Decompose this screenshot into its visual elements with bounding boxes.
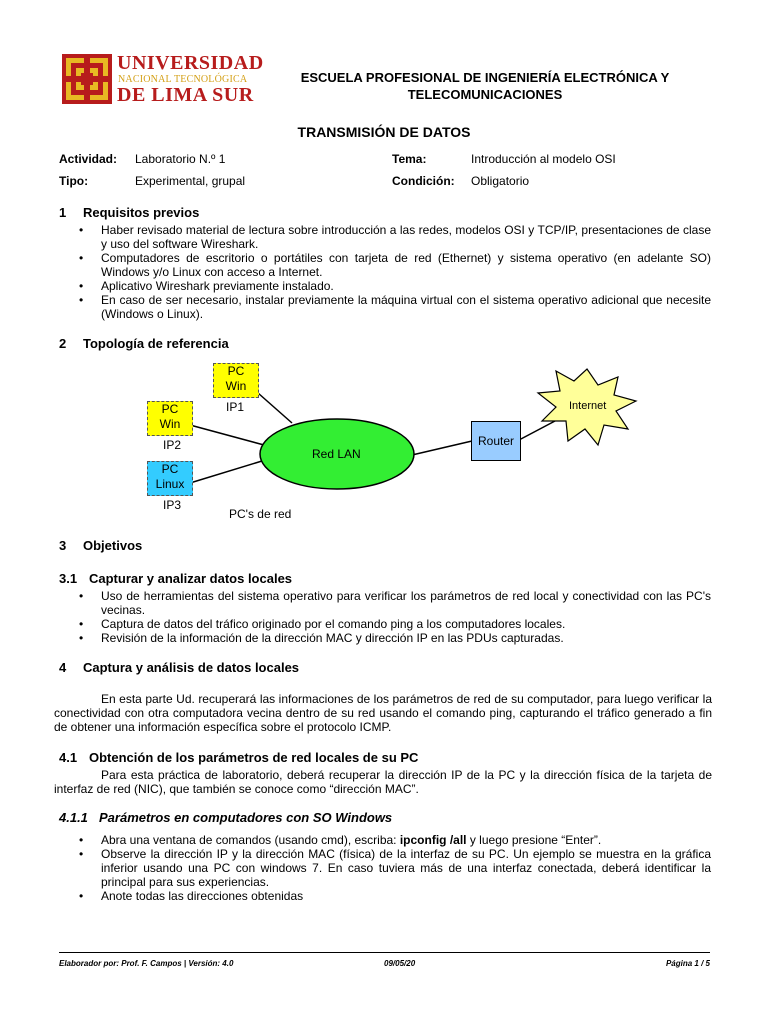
section-title: Parámetros en computadores con SO Windows <box>99 810 393 825</box>
list-item: • Computadores de escritorio o portátiles con tarjeta de red (Ethernet) y sistema operativo (en adelante SO) Windows y/o Linux con acceso a Internet. <box>101 251 711 279</box>
topology-diagram <box>0 355 768 525</box>
section-number: 4 <box>59 660 67 675</box>
section-number: 1 <box>59 205 67 220</box>
section-title: Requisitos previos <box>83 205 200 220</box>
link-pc1-lan <box>258 393 292 423</box>
tipo-value: Experimental, grupal <box>135 174 246 188</box>
section-4-1-heading <box>59 750 418 765</box>
pc1-box <box>213 363 259 398</box>
section-number: 3.1 <box>59 571 78 586</box>
list-item: • Anote todas las direcciones obtenidas <box>101 889 711 903</box>
pc2-line1: PC <box>161 402 179 416</box>
section-number: 4.1.1 <box>59 810 88 825</box>
list-item: • Revisión de la información de la dirección MAC y dirección IP en las PDUs capturadas. <box>101 631 711 645</box>
step-1-pre: Abra una ventana de comandos (usando cmd), escriba: <box>101 833 400 847</box>
requirements-list <box>101 223 711 321</box>
tema-label: Tema: <box>392 152 427 166</box>
school-line-1: ESCUELA PROFESIONAL DE INGENIERÍA ELECTRÓNICA Y <box>300 70 670 85</box>
section-2-heading <box>59 336 229 351</box>
list-item: • Captura de datos del tráfico originado por el comando ping a los computadores locales. <box>101 617 711 631</box>
pc2-line2: Win <box>159 417 181 431</box>
condicion-label: Condición: <box>392 174 455 188</box>
link-lan-router <box>412 441 472 455</box>
section-title: Obtención de los parámetros de red locales de su PC <box>89 750 419 765</box>
link-router-internet <box>519 421 555 440</box>
step-1-post: y luego presione “Enter”. <box>466 833 602 847</box>
footer-author: Elaborador por: Prof. F. Campos | Versión: 4.0 <box>59 959 234 968</box>
ipconfig-command: ipconfig /all <box>399 833 467 847</box>
school-line-2: TELECOMUNICACIONES <box>407 87 563 102</box>
condicion-value: Obligatorio <box>471 174 530 188</box>
actividad-value: Laboratorio N.º 1 <box>135 152 226 166</box>
section-1-heading <box>59 205 199 220</box>
diagram-caption: PC's de red <box>229 507 292 521</box>
internet-label: Internet <box>569 400 607 412</box>
page-title: TRANSMISIÓN DE DATOS <box>297 124 471 140</box>
section-title: Topología de referencia <box>83 336 229 351</box>
logo-emblem-icon <box>62 54 112 104</box>
footer-date: 09/05/20 <box>384 959 416 968</box>
section-title: Captura y análisis de datos locales <box>83 660 300 675</box>
tipo-label: Tipo: <box>59 174 89 188</box>
link-pc3-lan <box>190 461 262 483</box>
router-box: Router <box>471 421 521 461</box>
section-number: 2 <box>59 336 67 351</box>
section-4-1-paragraph: Para esta práctica de laboratorio, deberá recuperar la dirección IP de la PC y la dirección física de la tarjeta de interfaz de red (NIC), que también se conoce como “dirección MAC”. <box>54 768 712 796</box>
section-3-1-heading <box>59 571 292 586</box>
pc3-line1: PC <box>161 462 179 476</box>
list-item: • Aplicativo Wireshark previamente instalado. <box>101 279 711 293</box>
list-item: • Observe la dirección IP y la dirección MAC (física) de la interfaz de su PC. Un ejemplo se muestra en la gráfica inferior usando una PC con windows 7. En caso tuviera más de una interfaz conectada, deberá identificar la principal para sus experiencias. <box>101 847 711 889</box>
footer-page: Página 1 / 5 <box>665 959 710 968</box>
section-4-1-1-heading <box>59 810 392 825</box>
windows-steps-list <box>101 833 711 903</box>
list-item <box>101 833 711 847</box>
pc1-line2: Win <box>225 379 247 393</box>
pc3-box <box>147 461 193 496</box>
logo-line-2: NACIONAL TECNOLÓGICA <box>118 74 248 85</box>
logo-line-1: UNIVERSIDAD <box>117 52 264 74</box>
pc3-ip: IP3 <box>163 498 182 512</box>
objectives-list <box>101 589 711 645</box>
section-3-heading <box>59 538 142 553</box>
university-logo <box>62 54 262 104</box>
section-4-paragraph: En esta parte Ud. recuperará las informaciones de los parámetros de red de su computador, para luego verificar la conectividad con otra computadora vecina dentro de su red usando el comando ping, capturando el tráfico generado a fin de obtener una información específica sobre el protocolo ICMP. <box>54 692 712 734</box>
pc1-line1: PC <box>227 364 245 378</box>
list-item: • En caso de ser necesario, instalar previamente la máquina virtual con el sistema operativo adicional que necesite (Windows o Linux). <box>101 293 711 321</box>
actividad-label: Actividad: <box>59 152 118 166</box>
lan-label: Red LAN <box>312 447 361 461</box>
list-item: • Haber revisado material de lectura sobre introducción a las redes, modelos OSI y TCP/IP, presentaciones de clase y uso del software Wireshark. <box>101 223 711 251</box>
tema-value: Introducción al modelo OSI <box>471 152 616 166</box>
pc2-ip: IP2 <box>163 438 182 452</box>
list-item: • Uso de herramientas del sistema operativo para verificar los parámetros de red local y conectividad con las PC's vecinas. <box>101 589 711 617</box>
school-name <box>270 69 700 103</box>
section-number: 4.1 <box>59 750 78 765</box>
pc2-box <box>147 401 193 436</box>
pc3-line2: Linux <box>155 477 185 491</box>
section-4-heading <box>59 660 299 675</box>
section-title: Objetivos <box>83 538 143 553</box>
pc1-ip: IP1 <box>226 400 245 414</box>
section-title: Capturar y analizar datos locales <box>89 571 293 586</box>
footer-rule <box>59 952 710 953</box>
logo-line-3: DE LIMA SUR <box>117 84 254 106</box>
link-pc2-lan <box>190 425 264 445</box>
section-number: 3 <box>59 538 67 553</box>
